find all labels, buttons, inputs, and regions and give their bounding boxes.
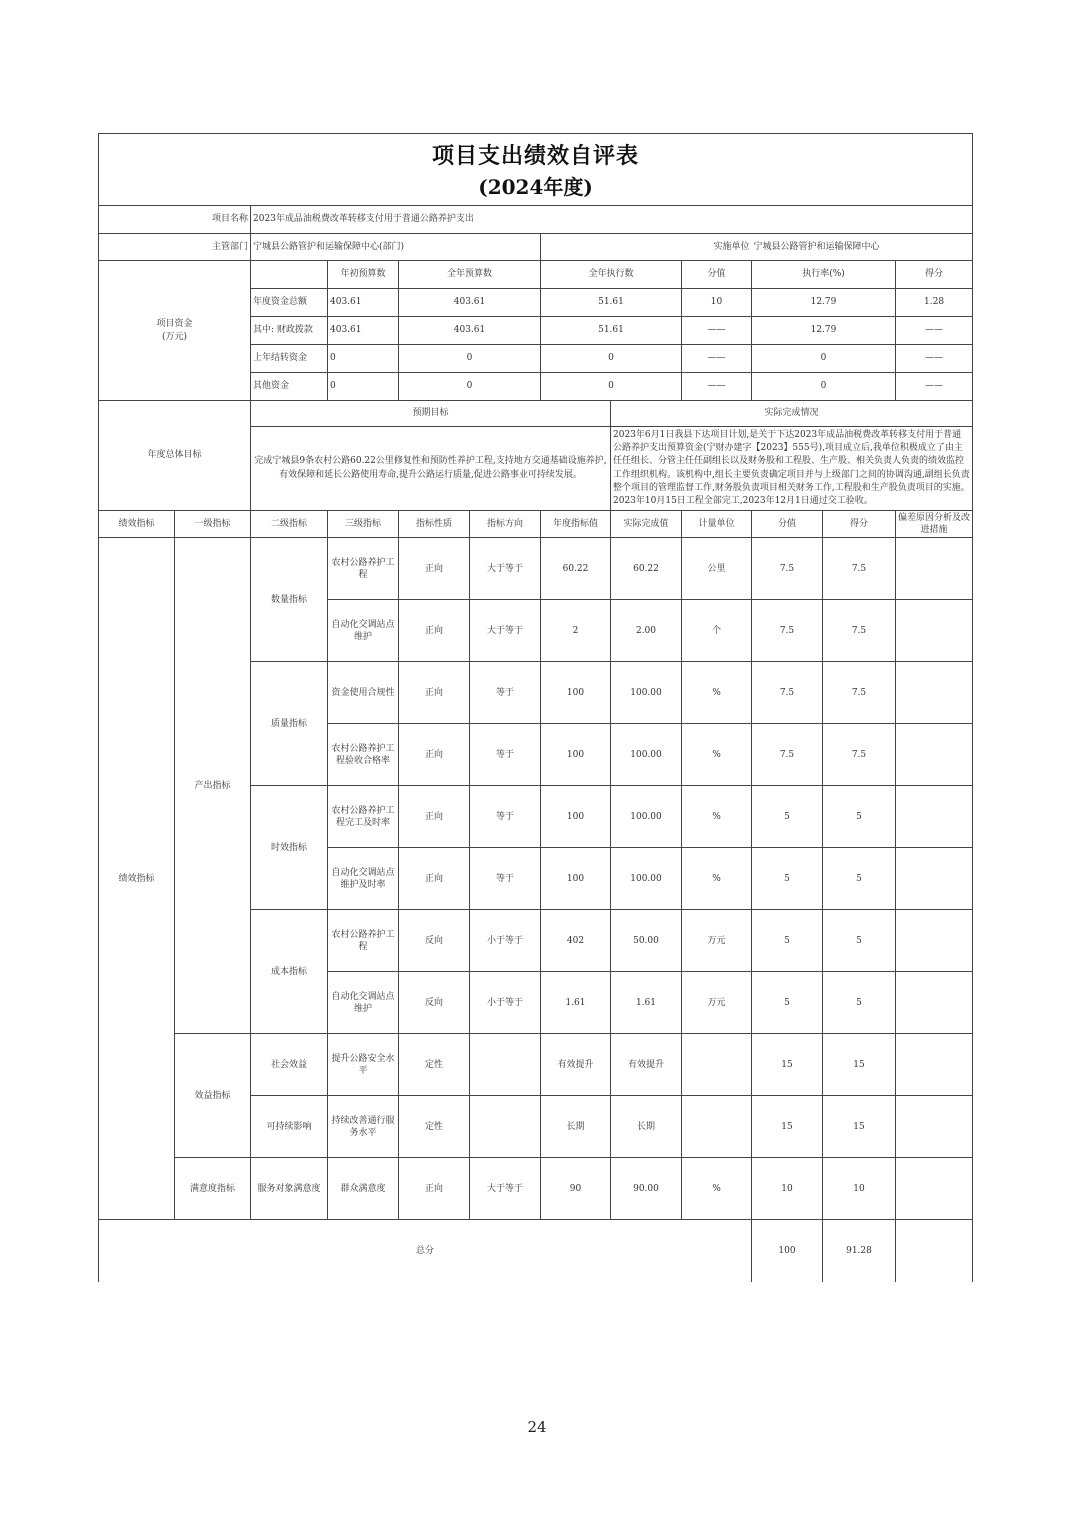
indicator-target: 100 [541, 786, 611, 848]
impl-value: 宁城县公路管护和运输保障中心 [752, 234, 973, 261]
indicator-nature: 定性 [399, 1096, 470, 1158]
indicator-note [896, 1034, 973, 1096]
indicator-target: 90 [541, 1158, 611, 1220]
total-note [896, 1220, 973, 1282]
indicator-header: 二级指标 [251, 511, 328, 538]
funds-header-executed: 全年执行数 [541, 261, 682, 289]
perf-indicator-label: 绩效指标 [99, 538, 175, 1220]
funds-cell: 0 [399, 373, 541, 401]
indicator-actual: 100.00 [611, 724, 682, 786]
indicator-direction: 小于等于 [470, 972, 541, 1034]
indicator-score: 7.5 [823, 724, 896, 786]
indicator-nature: 反向 [399, 910, 470, 972]
funds-cell: 0 [399, 345, 541, 373]
indicator-unit: 万元 [682, 910, 752, 972]
indicator-nature: 正向 [399, 662, 470, 724]
social-benefit-label: 社会效益 [251, 1034, 328, 1096]
total-row [99, 1220, 973, 1282]
indicator-row [99, 1158, 973, 1220]
funds-row-label: 年度资金总额 [251, 289, 328, 317]
indicator-name: 自动化交调站点维护 [328, 600, 399, 662]
indicator-score: 15 [823, 1034, 896, 1096]
funds-row-label: 其中: 财政拨款 [251, 317, 328, 345]
funds-cell: —— [896, 317, 973, 345]
satisfaction-indicator-label: 满意度指标 [175, 1158, 251, 1220]
funds-cell: 51.61 [541, 317, 682, 345]
quality-indicator-label: 质量指标 [251, 662, 328, 786]
indicator-direction: 大于等于 [470, 538, 541, 600]
total-label: 总分 [99, 1220, 752, 1282]
indicator-unit: % [682, 662, 752, 724]
indicator-unit: % [682, 848, 752, 910]
indicator-actual: 90.00 [611, 1158, 682, 1220]
indicator-score-max: 5 [752, 910, 823, 972]
indicator-score-max: 7.5 [752, 600, 823, 662]
indicator-actual: 长期 [611, 1096, 682, 1158]
indicator-note [896, 910, 973, 972]
output-indicator-label: 产出指标 [175, 538, 251, 1034]
indicator-note [896, 724, 973, 786]
indicator-actual: 100.00 [611, 786, 682, 848]
indicator-unit [682, 1096, 752, 1158]
indicator-score-max: 5 [752, 848, 823, 910]
indicator-target: 402 [541, 910, 611, 972]
indicator-score: 15 [823, 1096, 896, 1158]
indicator-score-max: 5 [752, 972, 823, 1034]
indicator-score-max: 7.5 [752, 724, 823, 786]
actual-completion-text: 2023年6月1日我县下达项目计划,是关于下达2023年成品油税费改革转移支付用于普通公路养护支出预算资金(宁财办建字【2023】555号),项目成立后,我单位积极成立了由主任任组长、分管主任任副组长以及财务股和工程股、生产股、相关负责人负责的绩效监控工作组织机构。该机构中,组长主要负责确定项目并与上级部门之间的协调沟通,副组长负责整个项目的管理监督工作,财务股负责项目相关财务工作,工程股和生产股负责项目的实施。2023年10月15日工程全部完工,2023年12月1日通过交工验收。 [611, 427, 973, 511]
dept-label: 主管部门 [99, 234, 251, 261]
funds-cell: 0 [541, 373, 682, 401]
funds-cell: 1.28 [896, 289, 973, 317]
funds-cell: 10 [682, 289, 752, 317]
indicator-score: 5 [823, 848, 896, 910]
funds-row-label: 上年结转资金 [251, 345, 328, 373]
indicator-direction: 等于 [470, 786, 541, 848]
impl-label: 实施单位 [541, 234, 752, 261]
indicator-score-max: 7.5 [752, 662, 823, 724]
funds-cell: —— [682, 317, 752, 345]
indicator-header: 分值 [752, 511, 823, 538]
indicator-header: 年度指标值 [541, 511, 611, 538]
indicator-direction: 大于等于 [470, 1158, 541, 1220]
indicator-target: 有效提升 [541, 1034, 611, 1096]
funds-label-cell [99, 261, 251, 401]
indicator-score: 7.5 [823, 538, 896, 600]
funds-cell: 51.61 [541, 289, 682, 317]
indicator-direction [470, 1034, 541, 1096]
indicator-header: 实际完成值 [611, 511, 682, 538]
self-evaluation-sheet [98, 133, 972, 1282]
indicator-name: 自动化交调站点维护及时率 [328, 848, 399, 910]
indicator-header: 一级指标 [175, 511, 251, 538]
indicator-header: 指标方向 [470, 511, 541, 538]
indicator-note [896, 662, 973, 724]
indicator-target: 100 [541, 848, 611, 910]
funds-cell: 403.61 [328, 317, 399, 345]
funds-unit: (万元) [161, 331, 188, 342]
indicator-score: 10 [823, 1158, 896, 1220]
indicator-nature: 定性 [399, 1034, 470, 1096]
actual-completion-header: 实际完成情况 [611, 401, 973, 427]
funds-cell: —— [682, 373, 752, 401]
page-number: 24 [527, 1418, 547, 1436]
expected-goal-header: 预期目标 [251, 401, 611, 427]
indicator-header: 偏差原因分析及改进措施 [896, 511, 973, 538]
indicator-direction: 等于 [470, 662, 541, 724]
timeliness-indicator-label: 时效指标 [251, 786, 328, 910]
dept-value: 宁城县公路管护和运输保障中心(部门) [251, 234, 541, 261]
indicator-target: 100 [541, 724, 611, 786]
indicator-row [99, 538, 973, 600]
indicator-header: 指标性质 [399, 511, 470, 538]
funds-row-label: 其他资金 [251, 373, 328, 401]
indicator-score: 5 [823, 786, 896, 848]
indicator-score-max: 10 [752, 1158, 823, 1220]
indicator-note [896, 1158, 973, 1220]
indicator-target: 长期 [541, 1096, 611, 1158]
annual-goal-label: 年度总体目标 [99, 401, 251, 511]
indicator-row [99, 1034, 973, 1096]
cost-indicator-label: 成本指标 [251, 910, 328, 1034]
funds-cell: 0 [328, 345, 399, 373]
funds-header-initial: 年初预算数 [328, 261, 399, 289]
indicator-score-max: 15 [752, 1034, 823, 1096]
indicator-nature: 正向 [399, 848, 470, 910]
indicator-direction: 大于等于 [470, 600, 541, 662]
indicator-nature: 反向 [399, 972, 470, 1034]
indicator-note [896, 1096, 973, 1158]
indicator-unit: % [682, 724, 752, 786]
indicator-header: 得分 [823, 511, 896, 538]
indicator-name: 资金使用合规性 [328, 662, 399, 724]
indicator-nature: 正向 [399, 538, 470, 600]
indicator-target: 100 [541, 662, 611, 724]
indicator-name: 农村公路养护工程完工及时率 [328, 786, 399, 848]
funds-header-annual: 全年预算数 [399, 261, 541, 289]
indicator-name: 农村公路养护工程 [328, 538, 399, 600]
indicator-name: 群众满意度 [328, 1158, 399, 1220]
indicator-target: 2 [541, 600, 611, 662]
indicator-score-max: 15 [752, 1096, 823, 1158]
indicator-name: 农村公路养护工程 [328, 910, 399, 972]
indicator-actual: 60.22 [611, 538, 682, 600]
indicator-unit: % [682, 1158, 752, 1220]
funds-cell: 403.61 [328, 289, 399, 317]
funds-cell: —— [896, 345, 973, 373]
indicator-score: 7.5 [823, 662, 896, 724]
indicator-header: 计量单位 [682, 511, 752, 538]
indicator-name: 提升公路安全水平 [328, 1034, 399, 1096]
total-score: 91.28 [823, 1220, 896, 1282]
indicator-score: 5 [823, 910, 896, 972]
funds-cell: —— [896, 373, 973, 401]
evaluation-table [98, 133, 973, 1282]
funds-header-weight: 分值 [682, 261, 752, 289]
indicator-direction [470, 1096, 541, 1158]
indicator-note [896, 538, 973, 600]
project-name-value: 2023年成品油税费改革转移支付用于普通公路养护支出 [251, 206, 973, 234]
service-satisfaction-label: 服务对象满意度 [251, 1158, 328, 1220]
indicator-note [896, 786, 973, 848]
title-block [99, 134, 973, 206]
indicator-target: 60.22 [541, 538, 611, 600]
indicator-header: 绩效指标 [99, 511, 175, 538]
funds-cell: 0 [541, 345, 682, 373]
indicator-actual: 1.61 [611, 972, 682, 1034]
page-title: 项目支出绩效自评表 [432, 142, 640, 169]
indicator-name: 自动化交调站点维护 [328, 972, 399, 1034]
indicator-actual: 100.00 [611, 848, 682, 910]
indicator-name: 持续改善通行服务水平 [328, 1096, 399, 1158]
indicator-actual: 50.00 [611, 910, 682, 972]
indicator-header-row [99, 511, 973, 538]
indicator-actual: 2.00 [611, 600, 682, 662]
indicator-score-max: 5 [752, 786, 823, 848]
quantity-indicator-label: 数量指标 [251, 538, 328, 662]
indicator-nature: 正向 [399, 786, 470, 848]
indicator-nature: 正向 [399, 724, 470, 786]
benefit-indicator-label: 效益指标 [175, 1034, 251, 1158]
indicator-direction: 等于 [470, 724, 541, 786]
indicator-actual: 有效提升 [611, 1034, 682, 1096]
funds-cell: 0 [752, 345, 896, 373]
funds-cell: 0 [752, 373, 896, 401]
indicator-unit: 个 [682, 600, 752, 662]
indicator-unit: 公里 [682, 538, 752, 600]
indicator-note [896, 600, 973, 662]
expected-goal-text: 完成宁城县9条农村公路60.22公里修复性和预防性养护工程,支持地方交通基础设施养护,有效保障和延长公路使用寿命,提升公路运行质量,促进公路事业可持续发展。 [251, 427, 611, 511]
funds-cell: 12.79 [752, 289, 896, 317]
indicator-score-max: 7.5 [752, 538, 823, 600]
funds-cell: 403.61 [399, 289, 541, 317]
sustain-impact-label: 可持续影响 [251, 1096, 328, 1158]
funds-cell: 12.79 [752, 317, 896, 345]
indicator-note [896, 848, 973, 910]
indicator-unit [682, 1034, 752, 1096]
funds-header-rate: 执行率(%) [752, 261, 896, 289]
funds-cell: 0 [328, 373, 399, 401]
indicator-note [896, 972, 973, 1034]
indicator-score: 5 [823, 972, 896, 1034]
indicator-header: 三级指标 [328, 511, 399, 538]
funds-cell: 403.61 [399, 317, 541, 345]
page-subtitle: (2024年度) [478, 174, 593, 199]
indicator-nature: 正向 [399, 600, 470, 662]
funds-label: 项目资金 [156, 319, 193, 330]
project-name-label: 项目名称 [99, 206, 251, 234]
indicator-unit: 万元 [682, 972, 752, 1034]
indicator-score: 7.5 [823, 600, 896, 662]
indicator-nature: 正向 [399, 1158, 470, 1220]
indicator-name: 农村公路养护工程验收合格率 [328, 724, 399, 786]
indicator-unit: % [682, 786, 752, 848]
funds-header-blank [251, 261, 328, 289]
funds-header-score: 得分 [896, 261, 973, 289]
total-score-max: 100 [752, 1220, 823, 1282]
funds-cell: —— [682, 345, 752, 373]
indicator-direction: 等于 [470, 848, 541, 910]
indicator-direction: 小于等于 [470, 910, 541, 972]
indicator-actual: 100.00 [611, 662, 682, 724]
indicator-target: 1.61 [541, 972, 611, 1034]
